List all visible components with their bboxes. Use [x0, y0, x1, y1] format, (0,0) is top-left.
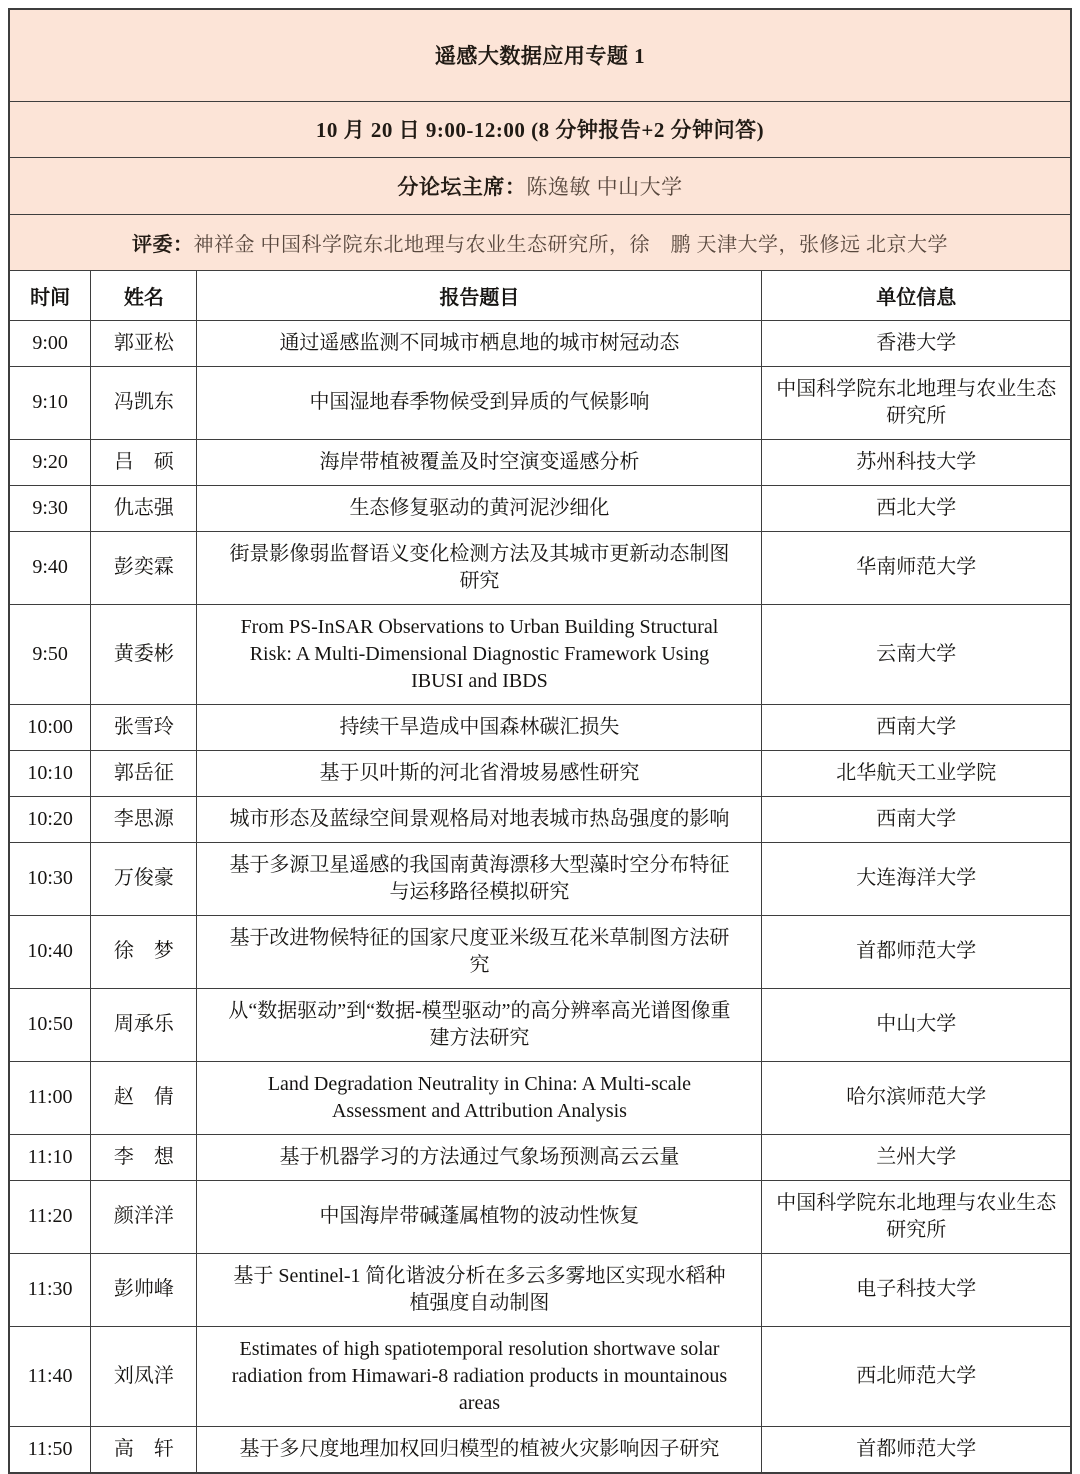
program-sheet [8, 8, 1072, 1474]
time-cell: 9:10 [9, 366, 91, 439]
affiliation-cell: 中山大学 [762, 988, 1071, 1061]
affiliation-cell: 首都师范大学 [762, 915, 1071, 988]
affiliation-cell: 首都师范大学 [762, 1426, 1071, 1473]
title-cell: 生态修复驱动的黄河泥沙细化 [197, 485, 762, 531]
time-cell: 9:20 [9, 439, 91, 485]
title-cell: 中国湿地春季物候受到异质的气候影响 [197, 366, 762, 439]
chair-label: 分论坛主席： [397, 174, 527, 199]
time-cell: 10:00 [9, 704, 91, 750]
time-cell: 10:50 [9, 988, 91, 1061]
name-cell: 彭奕霖 [91, 531, 197, 604]
table-row [9, 750, 1071, 796]
title-cell: 持续干旱造成中国森林碳汇损失 [197, 704, 762, 750]
affiliation-cell: 兰州大学 [762, 1134, 1071, 1180]
name-cell: 周承乐 [91, 988, 197, 1061]
name-cell: 万俊豪 [91, 842, 197, 915]
time-cell: 11:00 [9, 1061, 91, 1134]
title-cell: 中国海岸带碱蓬属植物的波动性恢复 [197, 1180, 762, 1253]
column-header-title: 报告题目 [197, 270, 762, 320]
affiliation-cell: 电子科技大学 [762, 1253, 1071, 1326]
chair-value: 陈逸敏 中山大学 [526, 174, 683, 199]
table-row [9, 320, 1071, 366]
title-cell: 基于贝叶斯的河北省滑坡易感性研究 [197, 750, 762, 796]
name-cell: 黄委彬 [91, 604, 197, 704]
affiliation-cell: 云南大学 [762, 604, 1071, 704]
table-row [9, 1253, 1071, 1326]
name-cell: 李思源 [91, 796, 197, 842]
time-cell: 11:30 [9, 1253, 91, 1326]
session-title-row [9, 9, 1071, 101]
title-cell: 海岸带植被覆盖及时空演变遥感分析 [197, 439, 762, 485]
table-row [9, 531, 1071, 604]
title-cell: Land Degradation Neutrality in China: A Multi-scale Assessment and Attribution Analysis [197, 1061, 762, 1134]
time-cell: 10:30 [9, 842, 91, 915]
title-cell: 从“数据驱动”到“数据-模型驱动”的高分辨率高光谱图像重建方法研究 [197, 988, 762, 1061]
affiliation-cell: 西北大学 [762, 485, 1071, 531]
affiliation-cell: 西南大学 [762, 704, 1071, 750]
name-cell: 郭岳征 [91, 750, 197, 796]
time-cell: 11:50 [9, 1426, 91, 1473]
session-chair [9, 157, 1071, 214]
column-header-name: 姓名 [91, 270, 197, 320]
affiliation-cell: 中国科学院东北地理与农业生态研究所 [762, 366, 1071, 439]
table-row [9, 1180, 1071, 1253]
table-row [9, 796, 1071, 842]
affiliation-cell: 大连海洋大学 [762, 842, 1071, 915]
table-row [9, 915, 1071, 988]
time-cell: 9:50 [9, 604, 91, 704]
affiliation-cell: 西南大学 [762, 796, 1071, 842]
title-cell: 基于多尺度地理加权回归模型的植被火灾影响因子研究 [197, 1426, 762, 1473]
session-table [8, 8, 1072, 1474]
time-cell: 11:10 [9, 1134, 91, 1180]
name-cell: 颜洋洋 [91, 1180, 197, 1253]
name-cell: 高 轩 [91, 1426, 197, 1473]
title-cell: 城市形态及蓝绿空间景观格局对地表城市热岛强度的影响 [197, 796, 762, 842]
time-cell: 9:40 [9, 531, 91, 604]
table-row [9, 1326, 1071, 1426]
column-header-row [9, 270, 1071, 320]
affiliation-cell: 香港大学 [762, 320, 1071, 366]
title-cell: 基于机器学习的方法通过气象场预测高云云量 [197, 1134, 762, 1180]
talks-body [9, 320, 1071, 1473]
column-header-time: 时间 [9, 270, 91, 320]
session-schedule-row [9, 101, 1071, 157]
session-judges-row [9, 214, 1071, 270]
affiliation-cell: 苏州科技大学 [762, 439, 1071, 485]
name-cell: 冯凯东 [91, 366, 197, 439]
affiliation-cell: 北华航天工业学院 [762, 750, 1071, 796]
name-cell: 吕 硕 [91, 439, 197, 485]
name-cell: 李 想 [91, 1134, 197, 1180]
time-cell: 10:40 [9, 915, 91, 988]
time-cell: 10:20 [9, 796, 91, 842]
name-cell: 刘凤洋 [91, 1326, 197, 1426]
judges-value: 神祥金 中国科学院东北地理与农业生态研究所，徐 鹏 天津大学，张修远 北京大学 [193, 233, 948, 256]
table-row [9, 604, 1071, 704]
column-header-affiliation: 单位信息 [762, 270, 1071, 320]
table-row [9, 485, 1071, 531]
time-cell: 11:20 [9, 1180, 91, 1253]
time-cell: 11:40 [9, 1326, 91, 1426]
session-judges [9, 214, 1071, 270]
title-cell: Estimates of high spatiotemporal resolution shortwave solar radiation from Himawari-8 radiation products in mountainous areas [197, 1326, 762, 1426]
title-cell: 通过遥感监测不同城市栖息地的城市树冠动态 [197, 320, 762, 366]
time-cell: 9:30 [9, 485, 91, 531]
table-row [9, 1426, 1071, 1473]
table-row [9, 704, 1071, 750]
title-cell: 基于多源卫星遥感的我国南黄海漂移大型藻时空分布特征与运移路径模拟研究 [197, 842, 762, 915]
title-cell: 基于改进物候特征的国家尺度亚米级互花米草制图方法研究 [197, 915, 762, 988]
affiliation-cell: 中国科学院东北地理与农业生态研究所 [762, 1180, 1071, 1253]
name-cell: 张雪玲 [91, 704, 197, 750]
name-cell: 徐 梦 [91, 915, 197, 988]
table-row [9, 1061, 1071, 1134]
table-row [9, 366, 1071, 439]
session-chair-row [9, 157, 1071, 214]
affiliation-cell: 西北师范大学 [762, 1326, 1071, 1426]
affiliation-cell: 哈尔滨师范大学 [762, 1061, 1071, 1134]
title-cell: From PS-InSAR Observations to Urban Building Structural Risk: A Multi-Dimensional Diagnostic Framework Using IBUSI and IBDS [197, 604, 762, 704]
session-title: 遥感大数据应用专题 1 [9, 9, 1071, 101]
name-cell: 赵 倩 [91, 1061, 197, 1134]
judges-label: 评委： [132, 233, 194, 256]
name-cell: 彭帅峰 [91, 1253, 197, 1326]
title-cell: 基于 Sentinel-1 简化谐波分析在多云多雾地区实现水稻种植强度自动制图 [197, 1253, 762, 1326]
table-row [9, 988, 1071, 1061]
table-row [9, 439, 1071, 485]
title-cell: 街景影像弱监督语义变化检测方法及其城市更新动态制图研究 [197, 531, 762, 604]
table-row [9, 1134, 1071, 1180]
time-cell: 10:10 [9, 750, 91, 796]
affiliation-cell: 华南师范大学 [762, 531, 1071, 604]
name-cell: 郭亚松 [91, 320, 197, 366]
name-cell: 仇志强 [91, 485, 197, 531]
table-row [9, 842, 1071, 915]
session-schedule: 10 月 20 日 9:00-12:00 (8 分钟报告+2 分钟问答) [9, 101, 1071, 157]
time-cell: 9:00 [9, 320, 91, 366]
